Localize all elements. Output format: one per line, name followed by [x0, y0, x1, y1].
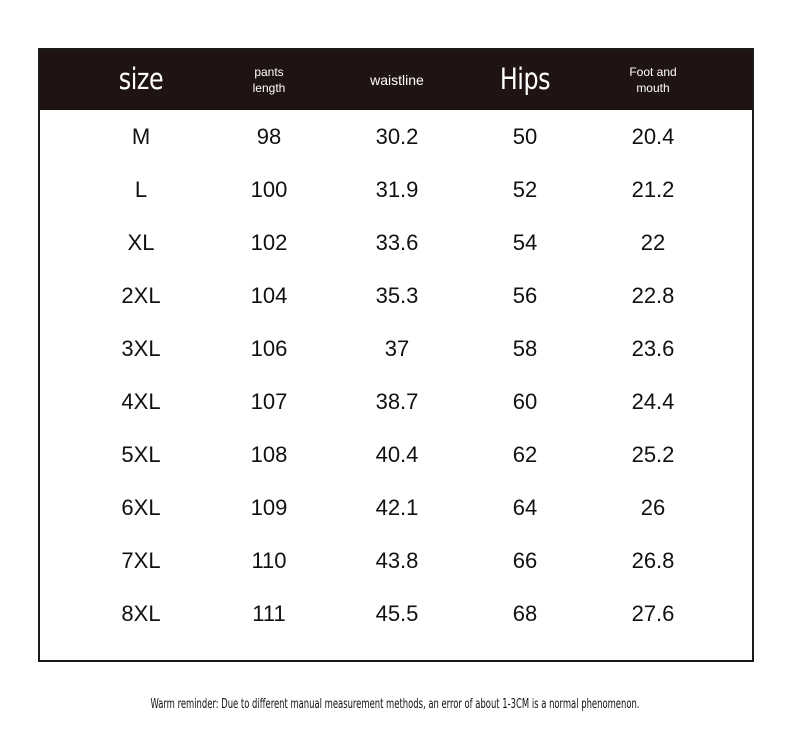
header-size: size — [118, 62, 164, 97]
waistline-cell: 43.8 — [375, 547, 419, 573]
pants-length-cell: 107 — [250, 388, 288, 414]
pants-length-cell: 102 — [250, 229, 288, 255]
table-row — [40, 375, 752, 428]
foot-mouth-cell: 27.6 — [631, 600, 675, 626]
hips-cell: 64 — [512, 494, 538, 520]
pants-length-cell: 104 — [250, 282, 288, 308]
hips-cell: 60 — [512, 388, 538, 414]
pants-length-cell: 110 — [251, 547, 287, 573]
size-cell: 8XL — [121, 600, 161, 626]
size-cell: XL — [127, 229, 155, 255]
size-cell: L — [134, 176, 148, 202]
pants-length-cell: 108 — [250, 441, 288, 467]
header-pants-length-line1: pants — [254, 64, 284, 79]
table-row — [40, 534, 752, 587]
header-foot-mouth-line2: mouth — [636, 81, 670, 95]
waistline-cell: 35.3 — [375, 282, 419, 308]
table-row — [40, 322, 752, 375]
pants-length-cell: 100 — [250, 176, 288, 202]
table-row — [40, 110, 752, 163]
hips-cell: 68 — [512, 600, 538, 626]
foot-mouth-cell: 24.4 — [631, 388, 675, 414]
table-row — [40, 269, 752, 322]
foot-mouth-cell: 21.2 — [631, 176, 675, 202]
hips-cell: 50 — [512, 123, 538, 149]
hips-cell: 58 — [512, 335, 538, 361]
waistline-cell: 42.1 — [375, 494, 419, 520]
foot-mouth-cell: 23.6 — [631, 335, 675, 361]
waistline-cell: 31.9 — [375, 176, 419, 202]
hips-cell: 54 — [512, 229, 538, 255]
hips-cell: 52 — [512, 176, 538, 202]
size-cell: 5XL — [121, 441, 161, 467]
header-pants-length — [205, 50, 333, 110]
size-cell: M — [131, 123, 151, 149]
waistline-cell: 30.2 — [375, 123, 419, 149]
header-foot-mouth-line1: Foot and — [629, 64, 677, 79]
waistline-cell: 33.6 — [375, 229, 419, 255]
header-hips: Hips — [499, 62, 551, 97]
header-waistline: waistline — [370, 71, 424, 88]
hips-cell: 62 — [512, 441, 538, 467]
warm-reminder-note: Warm reminder: Due to different manual measurement methods, an error of about 1-3CM is a normal phenomenon. — [150, 697, 640, 712]
table-body — [40, 110, 752, 640]
size-cell: 4XL — [121, 388, 161, 414]
size-cell: 2XL — [121, 282, 161, 308]
foot-mouth-cell: 26 — [640, 494, 666, 520]
size-chart-table — [38, 48, 754, 662]
table-row — [40, 481, 752, 534]
size-cell: 6XL — [121, 494, 161, 520]
table-header-row — [40, 50, 752, 110]
table-row — [40, 163, 752, 216]
header-foot-mouth — [589, 50, 717, 110]
waistline-cell: 40.4 — [375, 441, 419, 467]
foot-mouth-cell: 20.4 — [631, 123, 675, 149]
foot-mouth-cell: 25.2 — [631, 441, 675, 467]
table-row — [40, 216, 752, 269]
foot-mouth-cell: 22 — [640, 229, 666, 255]
pants-length-cell: 106 — [250, 335, 288, 361]
hips-cell: 66 — [512, 547, 538, 573]
foot-mouth-cell: 22.8 — [631, 282, 675, 308]
waistline-cell: 38.7 — [375, 388, 419, 414]
foot-mouth-cell: 26.8 — [631, 547, 675, 573]
waistline-cell: 37 — [384, 335, 410, 361]
size-cell: 7XL — [121, 547, 161, 573]
pants-length-cell: 111 — [252, 600, 286, 626]
header-pants-length-line2: length — [252, 81, 286, 95]
pants-length-cell: 98 — [256, 123, 282, 149]
size-cell: 3XL — [121, 335, 161, 361]
table-row — [40, 428, 752, 481]
waistline-cell: 45.5 — [375, 600, 419, 626]
pants-length-cell: 109 — [250, 494, 288, 520]
hips-cell: 56 — [512, 282, 538, 308]
table-row — [40, 587, 752, 640]
